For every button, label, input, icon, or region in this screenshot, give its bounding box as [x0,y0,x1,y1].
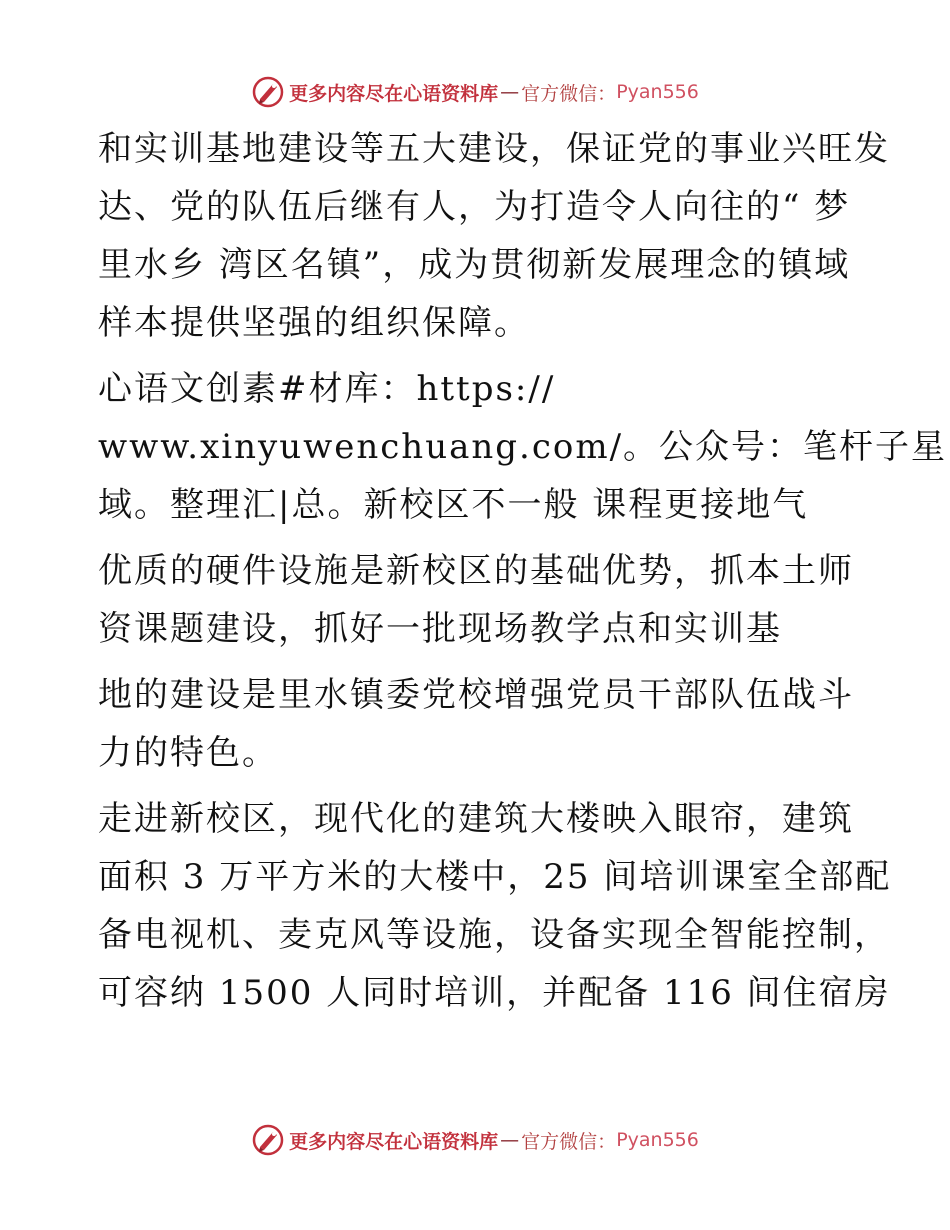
pen-logo-icon [251,1123,285,1157]
header-watermark [0,72,950,112]
text-line: 和实训基地建设等五大建设，保证党的事业兴旺发 [98,129,890,169]
text-line: 域。整理汇|总。新校区不一般 课程更接地气 [98,485,809,525]
text-line: 备电视机、麦克风等设施，设备实现全智能控制， [98,915,890,955]
text-line: 走进新校区，现代化的建筑大楼映入眼帘，建筑 [98,799,854,839]
watermark-label: 官方微信： [521,1130,617,1153]
text-line: 地的建设是里水镇委党校增强党员干部队伍战斗 [98,675,854,715]
paragraph [98,120,890,352]
paragraph [98,666,858,782]
watermark-label: 官方微信： [521,82,617,105]
document-body [98,120,948,1022]
text-line: 资课题建设，抓好一批现场教学点和实训基 [98,609,782,649]
pen-logo-icon [251,75,285,109]
text-line: 达、党的队伍后继有人，为打造令人向往的“ 梦 [98,187,851,227]
watermark-wechat-id: Pyan556 [616,1129,699,1151]
text-line: 里水乡 湾区名镇”，成为贯彻新发展理念的镇域 [98,245,851,285]
text-line: 可容纳 1500 人同时培训，并配备 116 间住宿房 [98,973,891,1013]
text-line: 面积 3 万平方米的大楼中，25 间培训课室全部配 [98,857,892,897]
watermark-dash: — [500,1129,520,1151]
text-line: 样本提供坚强的组织保障。 [98,303,530,343]
watermark-dash: — [500,81,520,103]
paragraph [98,790,892,1022]
watermark-brand: 更多内容尽在心语资料库 [289,82,499,105]
text-line: www.xinyuwenchuang.com/。公众号：笔杆子星 [98,427,948,467]
text-line: 优质的硬件设施是新校区的基础优势，抓本土师 [98,551,854,591]
paragraph [98,360,948,534]
footer-watermark [0,1120,950,1160]
watermark-wechat-id: Pyan556 [616,81,699,103]
text-line: 心语文创素#材库：https:// [98,369,556,409]
watermark-brand: 更多内容尽在心语资料库 [289,1130,499,1153]
text-line: 力的特色。 [98,733,278,773]
paragraph [98,542,858,658]
